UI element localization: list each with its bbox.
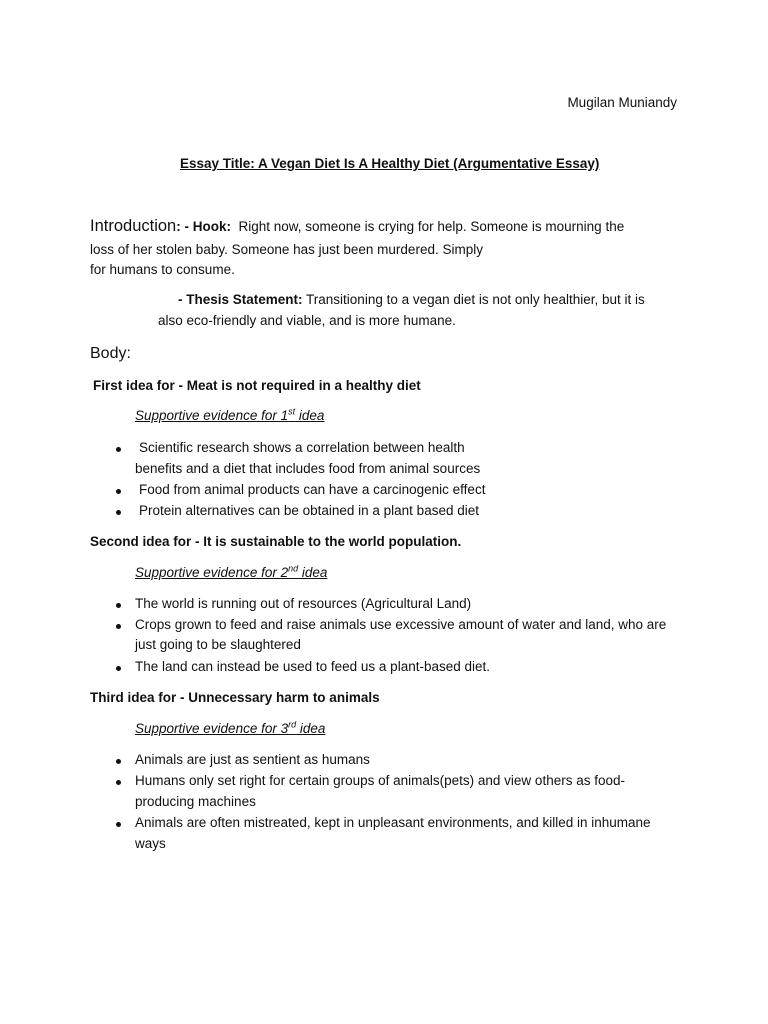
essay-title: Essay Title: A Vegan Diet Is A Healthy Diet (Argumentative Essay) [180,156,600,171]
list-item-continuation: producing machines [135,794,256,809]
bullet-dot [116,603,121,608]
bullet-dot [116,666,121,671]
introduction-label: Introduction [90,217,177,235]
bullet-dot [116,759,121,764]
bullet-dot [116,822,121,827]
body-label: Body [90,345,127,362]
bullet-dot [116,780,121,785]
idea-2-heading: Second idea for - It is sustainable to the world population. [90,534,462,549]
introduction-line: Introduction: - Hook: Right now, someone is crying for help. Someone is mourning the [90,217,625,235]
list-item: Food from animal products can have a carcinogenic effect [139,482,486,497]
body-heading: Body: [90,345,131,362]
list-item: Protein alternatives can be obtained in a plant based diet [139,503,479,518]
list-item: Humans only set right for certain groups of animals(pets) and view others as food- [135,773,625,788]
idea-2-evidence: Supportive evidence for 2nd idea [135,563,328,580]
thesis-line [178,292,645,307]
list-item-continuation: benefits and a diet that includes food from animal sources [135,461,481,476]
bullet-dot [116,510,121,515]
author-name: Mugilan Muniandy [567,95,677,110]
hook-text-2: loss of her stolen baby. Someone has just been murdered. Simply [90,242,483,257]
bullet-dot [116,624,121,629]
list-item-continuation: ways [135,836,166,851]
idea-3-evidence: Supportive evidence for 3rd idea [135,719,326,736]
list-item: Animals are often mistreated, kept in unpleasant environments, and killed in inhumane [135,815,651,830]
idea-1-heading: First idea for - Meat is not required in a healthy diet [93,378,421,393]
hook-text-1: Right now, someone is crying for help. Someone is mourning the [238,219,625,234]
thesis-text-2: also eco-friendly and viable, and is more humane. [158,313,456,328]
list-item: The land can instead be used to feed us a plant-based diet. [135,659,491,674]
idea-1-evidence: Supportive evidence for 1st idea [135,406,325,423]
list-item: Animals are just as sentient as humans [135,752,370,767]
idea-3-heading: Third idea for - Unnecessary harm to animals [90,690,380,705]
bullet-dot [116,489,121,494]
hook-label: - Hook: [184,219,231,234]
list-item: Scientific research shows a correlation between health [139,440,465,455]
thesis-text-1: Transitioning to a vegan diet is not only healthier, but it is [306,292,645,307]
bullet-dot [116,447,121,452]
list-item-continuation: just going to be slaughtered [135,637,301,652]
list-item: The world is running out of resources (Agricultural Land) [135,596,472,611]
thesis-label: - Thesis Statement: [178,292,303,307]
list-item: Crops grown to feed and raise animals use excessive amount of water and land, who are [135,617,667,632]
hook-text-3: for humans to consume. [90,262,235,277]
